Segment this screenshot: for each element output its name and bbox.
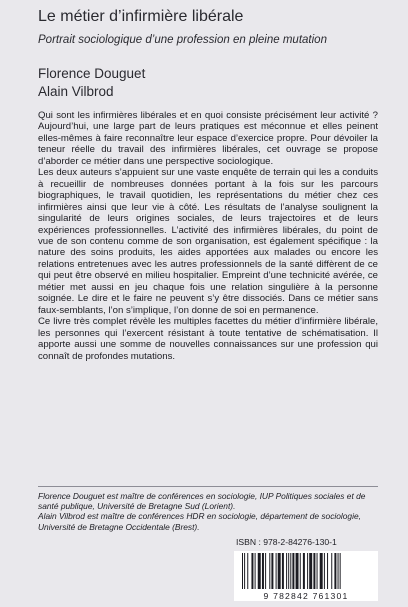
barcode-bar (244, 553, 245, 589)
barcode-bar (292, 553, 294, 589)
barcode-bar (276, 553, 277, 589)
barcode-bar (242, 553, 243, 589)
barcode-bar (324, 553, 325, 589)
barcode-bar (262, 553, 264, 589)
divider (38, 486, 378, 487)
barcode-bar (265, 553, 266, 589)
author-name: Alain Vilbrod (38, 84, 114, 99)
barcode-bars (234, 551, 378, 591)
barcode-bar (247, 553, 248, 589)
barcode-bar (309, 553, 312, 589)
blurb-paragraph: Les deux auteurs s’appuient sur une vaste enquête de terrain qui les a conduits à recueillir de nombreuses données portant à la fois sur les parcours biographiques, le travail quotidien, les représentations du métier chez ces infirmières ainsi que leur vie à côté. Les résultats de l’analyse soulignent la singularité de leurs origines sociales, de leurs trajectoires et de leurs expériences professionnelles. L’activité des infirmières libérales, du point de vue de son contenu comme de son organisation, est également spécifique : la nature des soins produits, les aides apportées aux malades ou encore les relations entretenues avec les autres professionnels de la santé diffèrent de ce qui peut être observé en milieu hospitalier. Empreint d’une technicité avérée, ce métier met aussi en jeu chaque fois une relation singulière à la personne soignée. Le dire et le faire ne peuvent s’y être dissociés. Dans ce métier sans faux-semblants, l’on s’implique, l’on donne de soi en permanence. (38, 167, 378, 316)
blurb (38, 110, 378, 362)
barcode-digits: 9 782842 761301 (234, 591, 378, 601)
barcode-bar (300, 553, 301, 589)
barcode-bar (327, 553, 328, 589)
author-bio: Florence Douguet est maître de conférences en sociologie, IUP Politiques sociales et de santé publique, Université de Bretagne Sud (Lorient). (38, 491, 366, 512)
barcode-bar (278, 553, 281, 589)
isbn-label: ISBN : (236, 537, 261, 547)
barcode-bar (334, 553, 336, 589)
barcode-bar (340, 553, 341, 589)
book-title: Le métier d’infirmière libérale (38, 8, 244, 25)
barcode-bar (296, 553, 299, 589)
barcode-bar (317, 553, 318, 589)
blurb-paragraph: Ce livre très complet révèle les multiples facettes du métier d’infirmière libérale, les personnes qui l’exercent résistant à toute tentative de schématisation. Il apporte aussi une somme de nouvelles connaissances sur une profession qui connaît de profondes mutations. (38, 316, 378, 362)
barcode-bar (288, 553, 289, 589)
barcode-bar (255, 553, 256, 589)
barcode-bar (331, 553, 332, 589)
barcode-bar (271, 553, 273, 589)
author-bios (38, 491, 378, 532)
book-subtitle: Portrait sociologique d’une profession en pleine mutation (38, 34, 327, 46)
barcode-bar (282, 553, 284, 589)
barcode-bar (313, 553, 315, 589)
barcode-bar (251, 553, 253, 589)
author-name: Florence Douguet (38, 66, 146, 81)
barcode-bar (286, 553, 287, 589)
barcode-bar (320, 553, 323, 589)
barcode-bar (303, 553, 305, 589)
barcode-bar (269, 553, 270, 589)
author-bio: Alain Vilbrod est maître de conférences HDR en sociologie, département de sociologie, Université de Bretagne Occidentale (Brest). (38, 511, 361, 532)
barcode-bar (307, 553, 308, 589)
barcode-bar (258, 553, 261, 589)
isbn (236, 537, 337, 547)
barcode-bar (338, 553, 339, 589)
barcode-bar (290, 553, 291, 589)
blurb-paragraph: Qui sont les infirmières libérales et en quoi consiste précisément leur activité ? Aujourd’hui, une large part de leurs pratiques est méconnue et elles peinent elles-mêmes à faire reconnaître leur espace d’exercice propre. Pour dévoiler la teneur réelle du travail des infirmières libérales, cet ouvrage se propose d’aborder ce métier dans une perspective sociologique. (38, 110, 378, 167)
isbn-value: 978-2-84276-130-1 (263, 537, 337, 547)
barcode (234, 551, 378, 601)
